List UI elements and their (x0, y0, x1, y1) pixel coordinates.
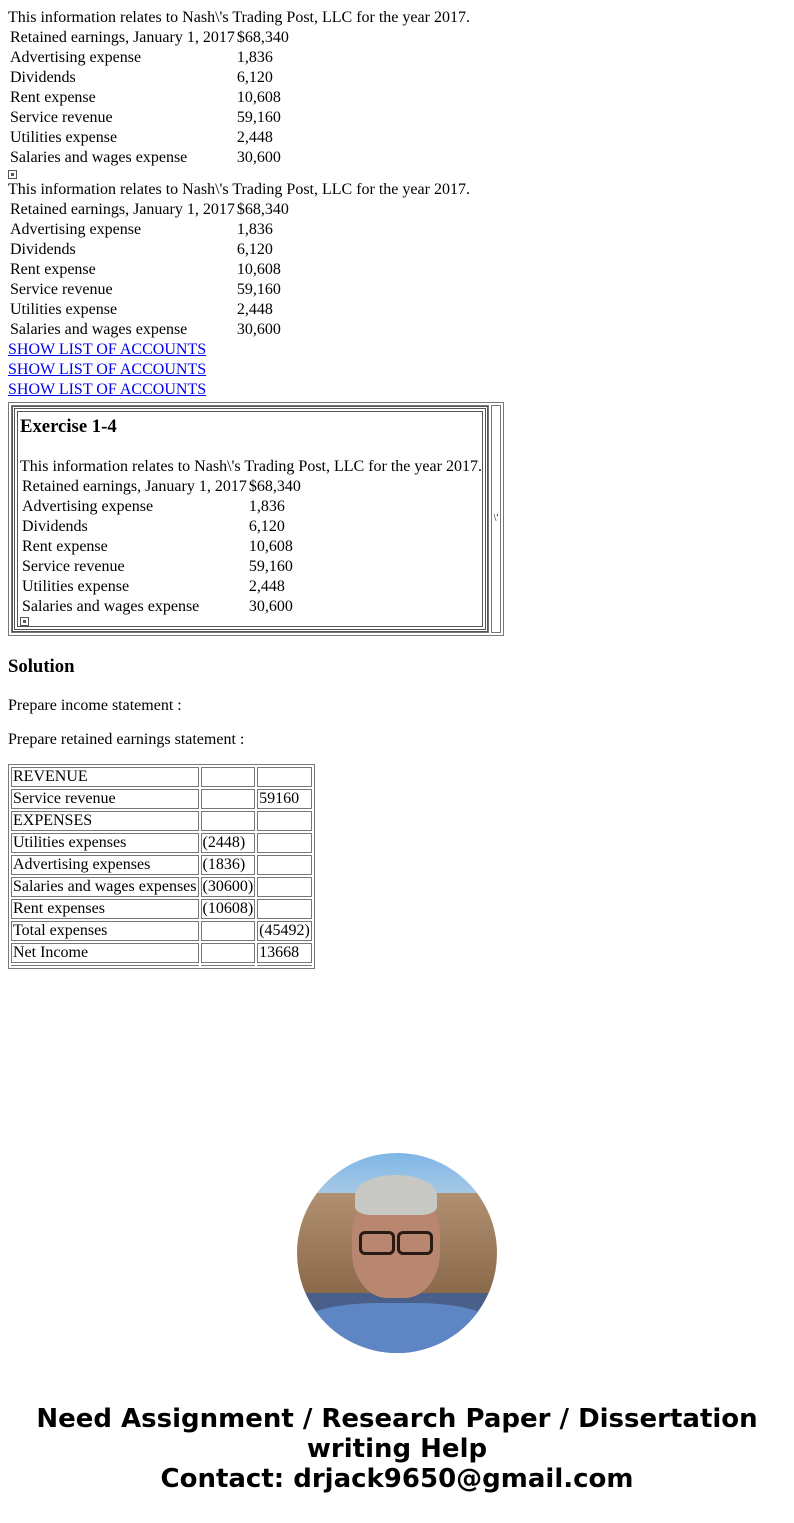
account-label: Dividends (10, 69, 76, 86)
line-item: Total expenses (11, 921, 199, 941)
statement-row (11, 877, 312, 897)
solution-heading: Solution (8, 656, 75, 677)
sub-amount: (1836) (201, 855, 256, 875)
empty-cell (11, 965, 199, 966)
account-row (10, 88, 289, 108)
account-label: Salaries and wages expense (10, 321, 188, 338)
account-label: Retained earnings, January 1, 2017 (10, 29, 235, 46)
glasses-icon (359, 1231, 433, 1251)
account-value: 30,600 (248, 598, 293, 615)
total-amount: (45492) (259, 922, 310, 939)
footer-contact: Contact: drjack9650@gmail.com (160, 1464, 634, 1494)
total-amount (257, 899, 312, 919)
account-row (10, 220, 289, 240)
total-amount (257, 767, 312, 787)
line-item: EXPENSES (11, 811, 199, 831)
line-item: Salaries and wages expenses (13, 878, 197, 895)
line-item: Utilities expenses (11, 833, 199, 853)
statement-row (11, 789, 312, 809)
statement-row (11, 899, 312, 919)
account-row (10, 108, 289, 128)
account-value: 59,160 (248, 558, 293, 575)
sub-amount: (10608) (202, 900, 254, 917)
accounts-table-1 (8, 28, 291, 168)
account-label: Advertising expense (22, 498, 154, 515)
account-label: Advertising expense (10, 49, 142, 66)
empty-cell (257, 965, 312, 966)
empty-row (11, 965, 312, 966)
statement-row (11, 767, 312, 787)
statement-row (11, 811, 312, 831)
show-accounts-link[interactable]: SHOW LIST OF ACCOUNTS (8, 361, 207, 378)
account-label: Retained earnings, January 1, 2017 (22, 478, 247, 495)
statement-row (11, 833, 312, 853)
account-label: Service revenue (10, 109, 113, 126)
account-label: Advertising expense (10, 221, 142, 238)
side-cell: \' (491, 405, 501, 633)
broken-image-icon (8, 170, 17, 179)
account-row (10, 148, 289, 168)
account-row (22, 597, 301, 617)
intro-text: This information relates to Nash\'s Trading Post, LLC for the year 2017. (20, 458, 482, 475)
sub-amount (201, 767, 256, 787)
exercise-title: Exercise 1-4 (20, 416, 117, 437)
account-value: 2,448 (236, 129, 273, 146)
account-value: 6,120 (248, 518, 285, 535)
intro-text: This information relates to Nash\'s Trading Post, LLC for the year 2017. (8, 181, 470, 198)
account-value: 1,836 (248, 498, 285, 515)
account-row (22, 557, 301, 577)
account-value: 1,836 (236, 49, 273, 66)
account-row (10, 320, 289, 340)
account-label: Dividends (22, 518, 88, 535)
line-item: Advertising expenses (11, 855, 199, 875)
account-label: Utilities expense (10, 301, 118, 318)
total-amount: 13668 (257, 943, 312, 963)
account-row (10, 68, 289, 88)
author-avatar (297, 1153, 497, 1353)
intro-text: This information relates to Nash\'s Trading Post, LLC for the year 2017. (8, 9, 470, 26)
account-row (10, 128, 289, 148)
retained-prompt: Prepare retained earnings statement : (8, 731, 245, 748)
accounts-table-2 (8, 200, 291, 340)
account-value: $68,340 (236, 29, 289, 46)
account-row (22, 517, 301, 537)
total-amount (257, 877, 312, 897)
account-row (22, 537, 301, 557)
line-item: Rent expenses (11, 899, 199, 919)
account-value: 2,448 (248, 578, 285, 595)
account-row (10, 240, 289, 260)
account-value: 30,600 (236, 149, 281, 166)
account-row (10, 260, 289, 280)
sub-amount (201, 789, 256, 809)
total-amount (257, 833, 312, 853)
account-value: 10,608 (248, 538, 293, 555)
income-prompt: Prepare income statement : (8, 697, 182, 714)
total-amount: 59160 (257, 789, 312, 809)
account-value: 59,160 (236, 109, 281, 126)
show-accounts-link[interactable]: SHOW LIST OF ACCOUNTS (8, 341, 207, 358)
account-row (22, 577, 301, 597)
account-value: 1,836 (236, 221, 273, 238)
account-label: Salaries and wages expense (10, 149, 188, 166)
account-value: 6,120 (236, 241, 273, 258)
line-item: Net Income (11, 943, 199, 963)
account-value: 6,120 (236, 69, 273, 86)
statement-row (11, 943, 312, 963)
footer-line: writing Help (306, 1434, 488, 1464)
account-row (10, 28, 289, 48)
empty-cell (201, 965, 256, 966)
account-value: 30,600 (236, 321, 281, 338)
broken-image-icon (20, 617, 29, 626)
sub-amount (201, 811, 256, 831)
contact-footer (0, 1404, 794, 1494)
income-statement-table (8, 764, 315, 969)
line-item: Service revenue (11, 789, 199, 809)
sub-amount: (2448) (201, 833, 256, 853)
account-label: Dividends (10, 241, 76, 258)
account-label: Salaries and wages expense (22, 598, 200, 615)
exercise-frame (8, 402, 504, 636)
account-label: Rent expense (22, 538, 108, 555)
accounts-table-3 (20, 477, 303, 617)
account-value: 2,448 (236, 301, 273, 318)
account-value: 10,608 (236, 261, 281, 278)
footer-line: Need Assignment / Research Paper / Dissertation (36, 1404, 758, 1434)
account-label: Rent expense (10, 89, 96, 106)
account-row (10, 300, 289, 320)
account-label: Utilities expense (22, 578, 130, 595)
total-amount (257, 811, 312, 831)
account-label: Service revenue (10, 281, 113, 298)
account-label: Retained earnings, January 1, 2017 (10, 201, 235, 218)
line-item: REVENUE (11, 767, 199, 787)
account-label: Utilities expense (10, 129, 118, 146)
account-value: 59,160 (236, 281, 281, 298)
account-row (22, 497, 301, 517)
total-amount (257, 855, 312, 875)
account-label: Rent expense (10, 261, 96, 278)
account-value: 10,608 (236, 89, 281, 106)
account-label: Service revenue (22, 558, 125, 575)
statement-row (11, 921, 312, 941)
account-row (10, 48, 289, 68)
sub-amount: (30600) (202, 878, 254, 895)
account-row (22, 477, 301, 497)
account-value: $68,340 (248, 478, 301, 495)
statement-row (11, 855, 312, 875)
show-accounts-link[interactable]: SHOW LIST OF ACCOUNTS (8, 381, 207, 398)
account-row (10, 280, 289, 300)
sub-amount (201, 943, 256, 963)
account-value: $68,340 (236, 201, 289, 218)
account-row (10, 200, 289, 220)
sub-amount (201, 921, 256, 941)
